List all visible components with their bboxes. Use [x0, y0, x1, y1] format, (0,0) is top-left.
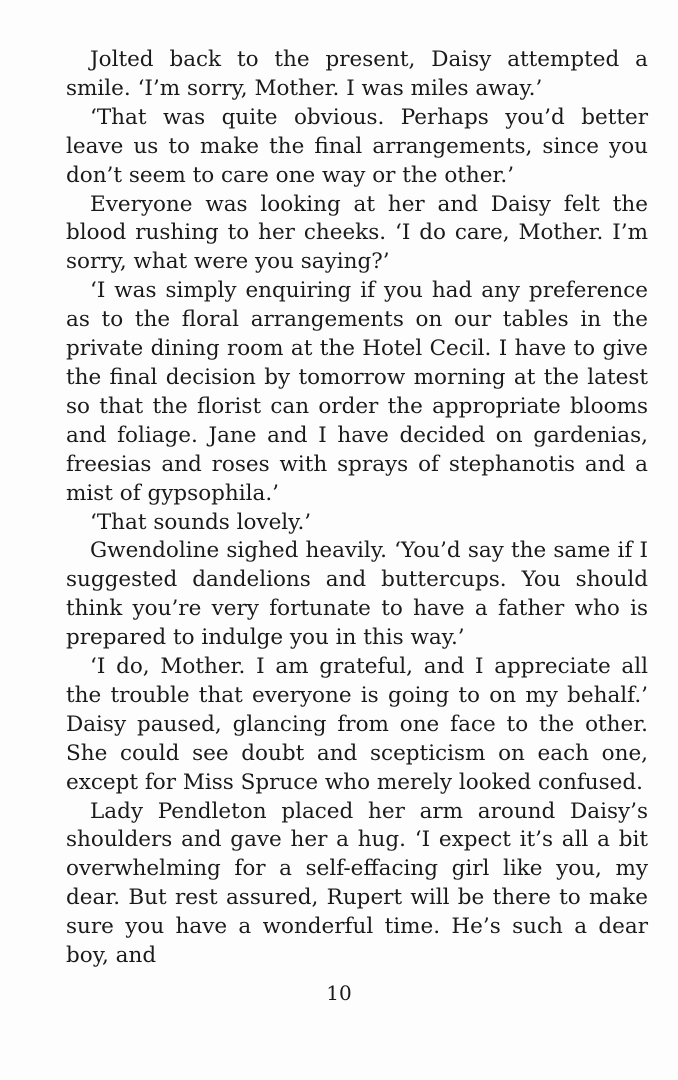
body-text — [66, 46, 648, 971]
paragraph: ‘That sounds lovely.’ — [90, 509, 312, 535]
paragraph: Gwendoline sighed heavily. ‘You’d say the same if I suggested dandelions and buttercups. You should think you’re very fortunate to have a father who is prepared to indulge you in this way.’ — [66, 538, 648, 651]
page-number: 10 — [326, 981, 352, 1005]
paragraph: Jolted back to the present, Daisy attempted a smile. ‘I’m sorry, Mother. I was miles away.’ — [66, 47, 648, 101]
paragraph: Lady Pendleton placed her arm around Daisy’s shoulders and gave her a hug. ‘I expect it’s all a bit overwhelming for a self-effacing girl like you, my dear. But rest assured, Rupert will be there to make sure you have a wonderful time. He’s such a dear boy, and — [66, 798, 648, 969]
paragraph: Everyone was looking at her and Daisy felt the blood rushing to her cheeks. ‘I do care, Mother. I’m sorry, what were you saying?’ — [66, 191, 648, 275]
paragraph: ‘That was quite obvious. Perhaps you’d better leave us to make the final arrangements, since you don’t seem to care one way or the other.’ — [66, 104, 648, 188]
paragraph: ‘I was simply enquiring if you had any preference as to the floral arrangements on our tables in the private dining room at the Hotel Cecil. I have to give the final decision by tomorrow morning at the latest so that the florist can order the appropriate blooms and foliage. Jane and I have decided on gardenias, freesias and roses with sprays of stephanotis and a mist of gypsophila.’ — [66, 278, 648, 506]
paragraph: ‘I do, Mother. I am grateful, and I appreciate all the trouble that everyone is going to on my behalf.’ Daisy paused, glancing from one face to the other. She could see doubt and scepticism on each one, except for Miss Spruce who merely looked confused. — [66, 654, 648, 795]
